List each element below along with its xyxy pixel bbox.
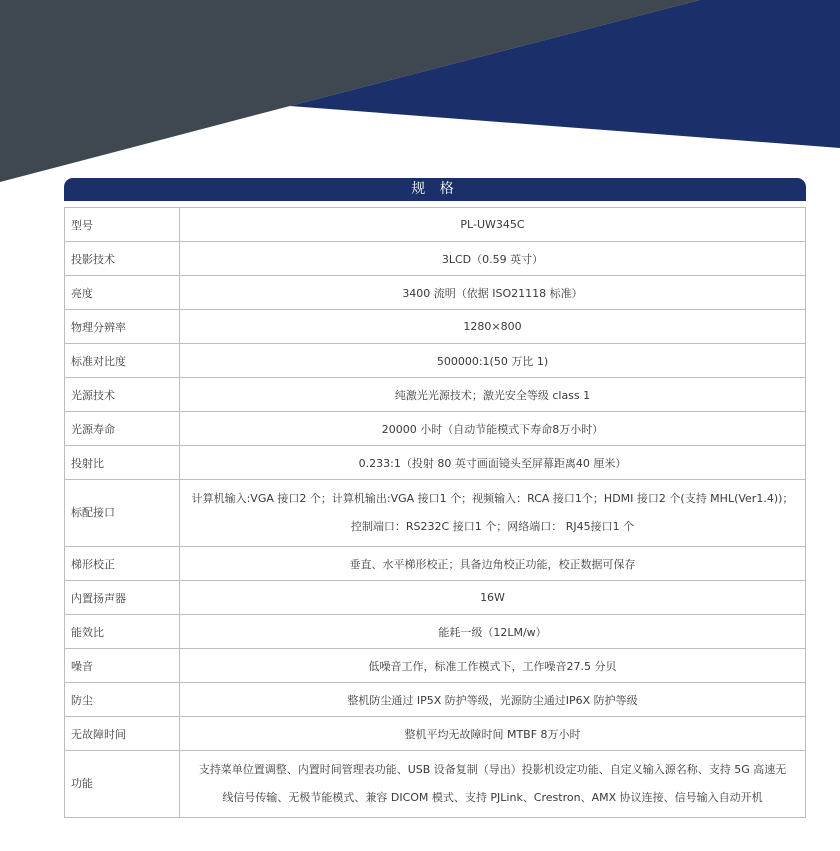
spec-value-line: 0.233:1（投射 80 英寸画面镜头至屏幕距离40 厘米）: [358, 456, 627, 470]
spec-label: 光源寿命: [65, 412, 180, 446]
spec-value-line: 1280×800: [463, 320, 522, 333]
spec-table: [64, 207, 806, 818]
spec-row: [65, 412, 806, 446]
spec-label: 标准对比度: [65, 344, 180, 378]
spec-value: [180, 581, 806, 615]
spec-value: [180, 344, 806, 378]
spec-label: 亮度: [65, 276, 180, 310]
spec-value: [180, 446, 806, 480]
spec-value-line: 能耗一级（12LM/w）: [438, 625, 547, 639]
spec-label: 功能: [65, 751, 180, 818]
spec-value-line: 3LCD（0.59 英寸）: [441, 252, 544, 266]
spec-value: [180, 480, 806, 547]
spec-value: [180, 378, 806, 412]
spec-value: [180, 717, 806, 751]
spec-label: 内置扬声器: [65, 581, 180, 615]
spec-label: 防尘: [65, 683, 180, 717]
spec-value-line: 纯激光光源技术；激光安全等级 class 1: [394, 388, 591, 402]
spec-row: [65, 276, 806, 310]
spec-row: [65, 615, 806, 649]
spec-value-line: 整机平均无故障时间 MTBF 8万小时: [404, 727, 581, 741]
spec-label: 物理分辨率: [65, 310, 180, 344]
spec-row: [65, 208, 806, 242]
spec-label: 噪音: [65, 649, 180, 683]
header-banner: [0, 0, 840, 190]
spec-label: 光源技术: [65, 378, 180, 412]
spec-row: [65, 649, 806, 683]
spec-value: [180, 242, 806, 276]
spec-row: [65, 751, 806, 818]
spec-value-line: 500000:1(50 万比 1): [436, 354, 549, 368]
spec-value-line: 16W: [480, 591, 505, 604]
spec-label: 无故障时间: [65, 717, 180, 751]
spec-value: [180, 208, 806, 242]
spec-label: 能效比: [65, 615, 180, 649]
spec-value-line: 计算机输入:VGA 接口2 个；计算机输出:VGA 接口1 个；视频输入：RCA 接口1个；HDMI 接口2 个(支持 MHL(Ver1.4))；: [191, 492, 794, 505]
spec-value-line: 垂直、水平梯形校正；具备边角校正功能，校正数据可保存: [349, 557, 636, 571]
spec-row: [65, 378, 806, 412]
spec-label: 投影技术: [65, 242, 180, 276]
spec-label: 型号: [65, 208, 180, 242]
spec-section-header: 规 格: [64, 178, 806, 201]
spec-value: [180, 683, 806, 717]
spec-value: [180, 615, 806, 649]
spec-value-line: 支持菜单位置调整、内置时间管理表功能、USB 设备复制（导出）投影机设定功能、自定义输入源名称、支持 5G 高速无: [198, 763, 787, 776]
spec-row: [65, 480, 806, 547]
spec-value: [180, 412, 806, 446]
spec-label: 投射比: [65, 446, 180, 480]
spec-value-line: 线信号传输、无极节能模式、兼容 DICOM 模式、支持 PJLink、Crestron、AMX 协议连接、信号输入自动开机: [222, 791, 763, 804]
spec-value: [180, 649, 806, 683]
spec-value: [180, 751, 806, 818]
spec-label: 梯形校正: [65, 547, 180, 581]
spec-value-line: 3400 流明（依据 ISO21118 标准）: [402, 286, 583, 300]
spec-row: [65, 344, 806, 378]
spec-row: [65, 310, 806, 344]
spec-value: [180, 310, 806, 344]
spec-value-line: 20000 小时（自动节能模式下寿命8万小时）: [381, 422, 604, 436]
spec-value-line: 控制端口：RS232C 接口1 个；网络端口： RJ45接口1 个: [350, 520, 635, 533]
spec-row: [65, 683, 806, 717]
spec-value-line: 低噪音工作，标准工作模式下，工作噪音27.5 分贝: [368, 659, 617, 673]
spec-value-line: PL-UW345C: [460, 218, 525, 231]
spec-label: 标配接口: [65, 480, 180, 547]
spec-row: [65, 717, 806, 751]
spec-row: [65, 242, 806, 276]
spec-value-line: 整机防尘通过 IP5X 防护等级，光源防尘通过IP6X 防护等级: [347, 693, 638, 707]
spec-row: [65, 581, 806, 615]
spec-value: [180, 276, 806, 310]
spec-value: [180, 547, 806, 581]
spec-row: [65, 446, 806, 480]
spec-row: [65, 547, 806, 581]
